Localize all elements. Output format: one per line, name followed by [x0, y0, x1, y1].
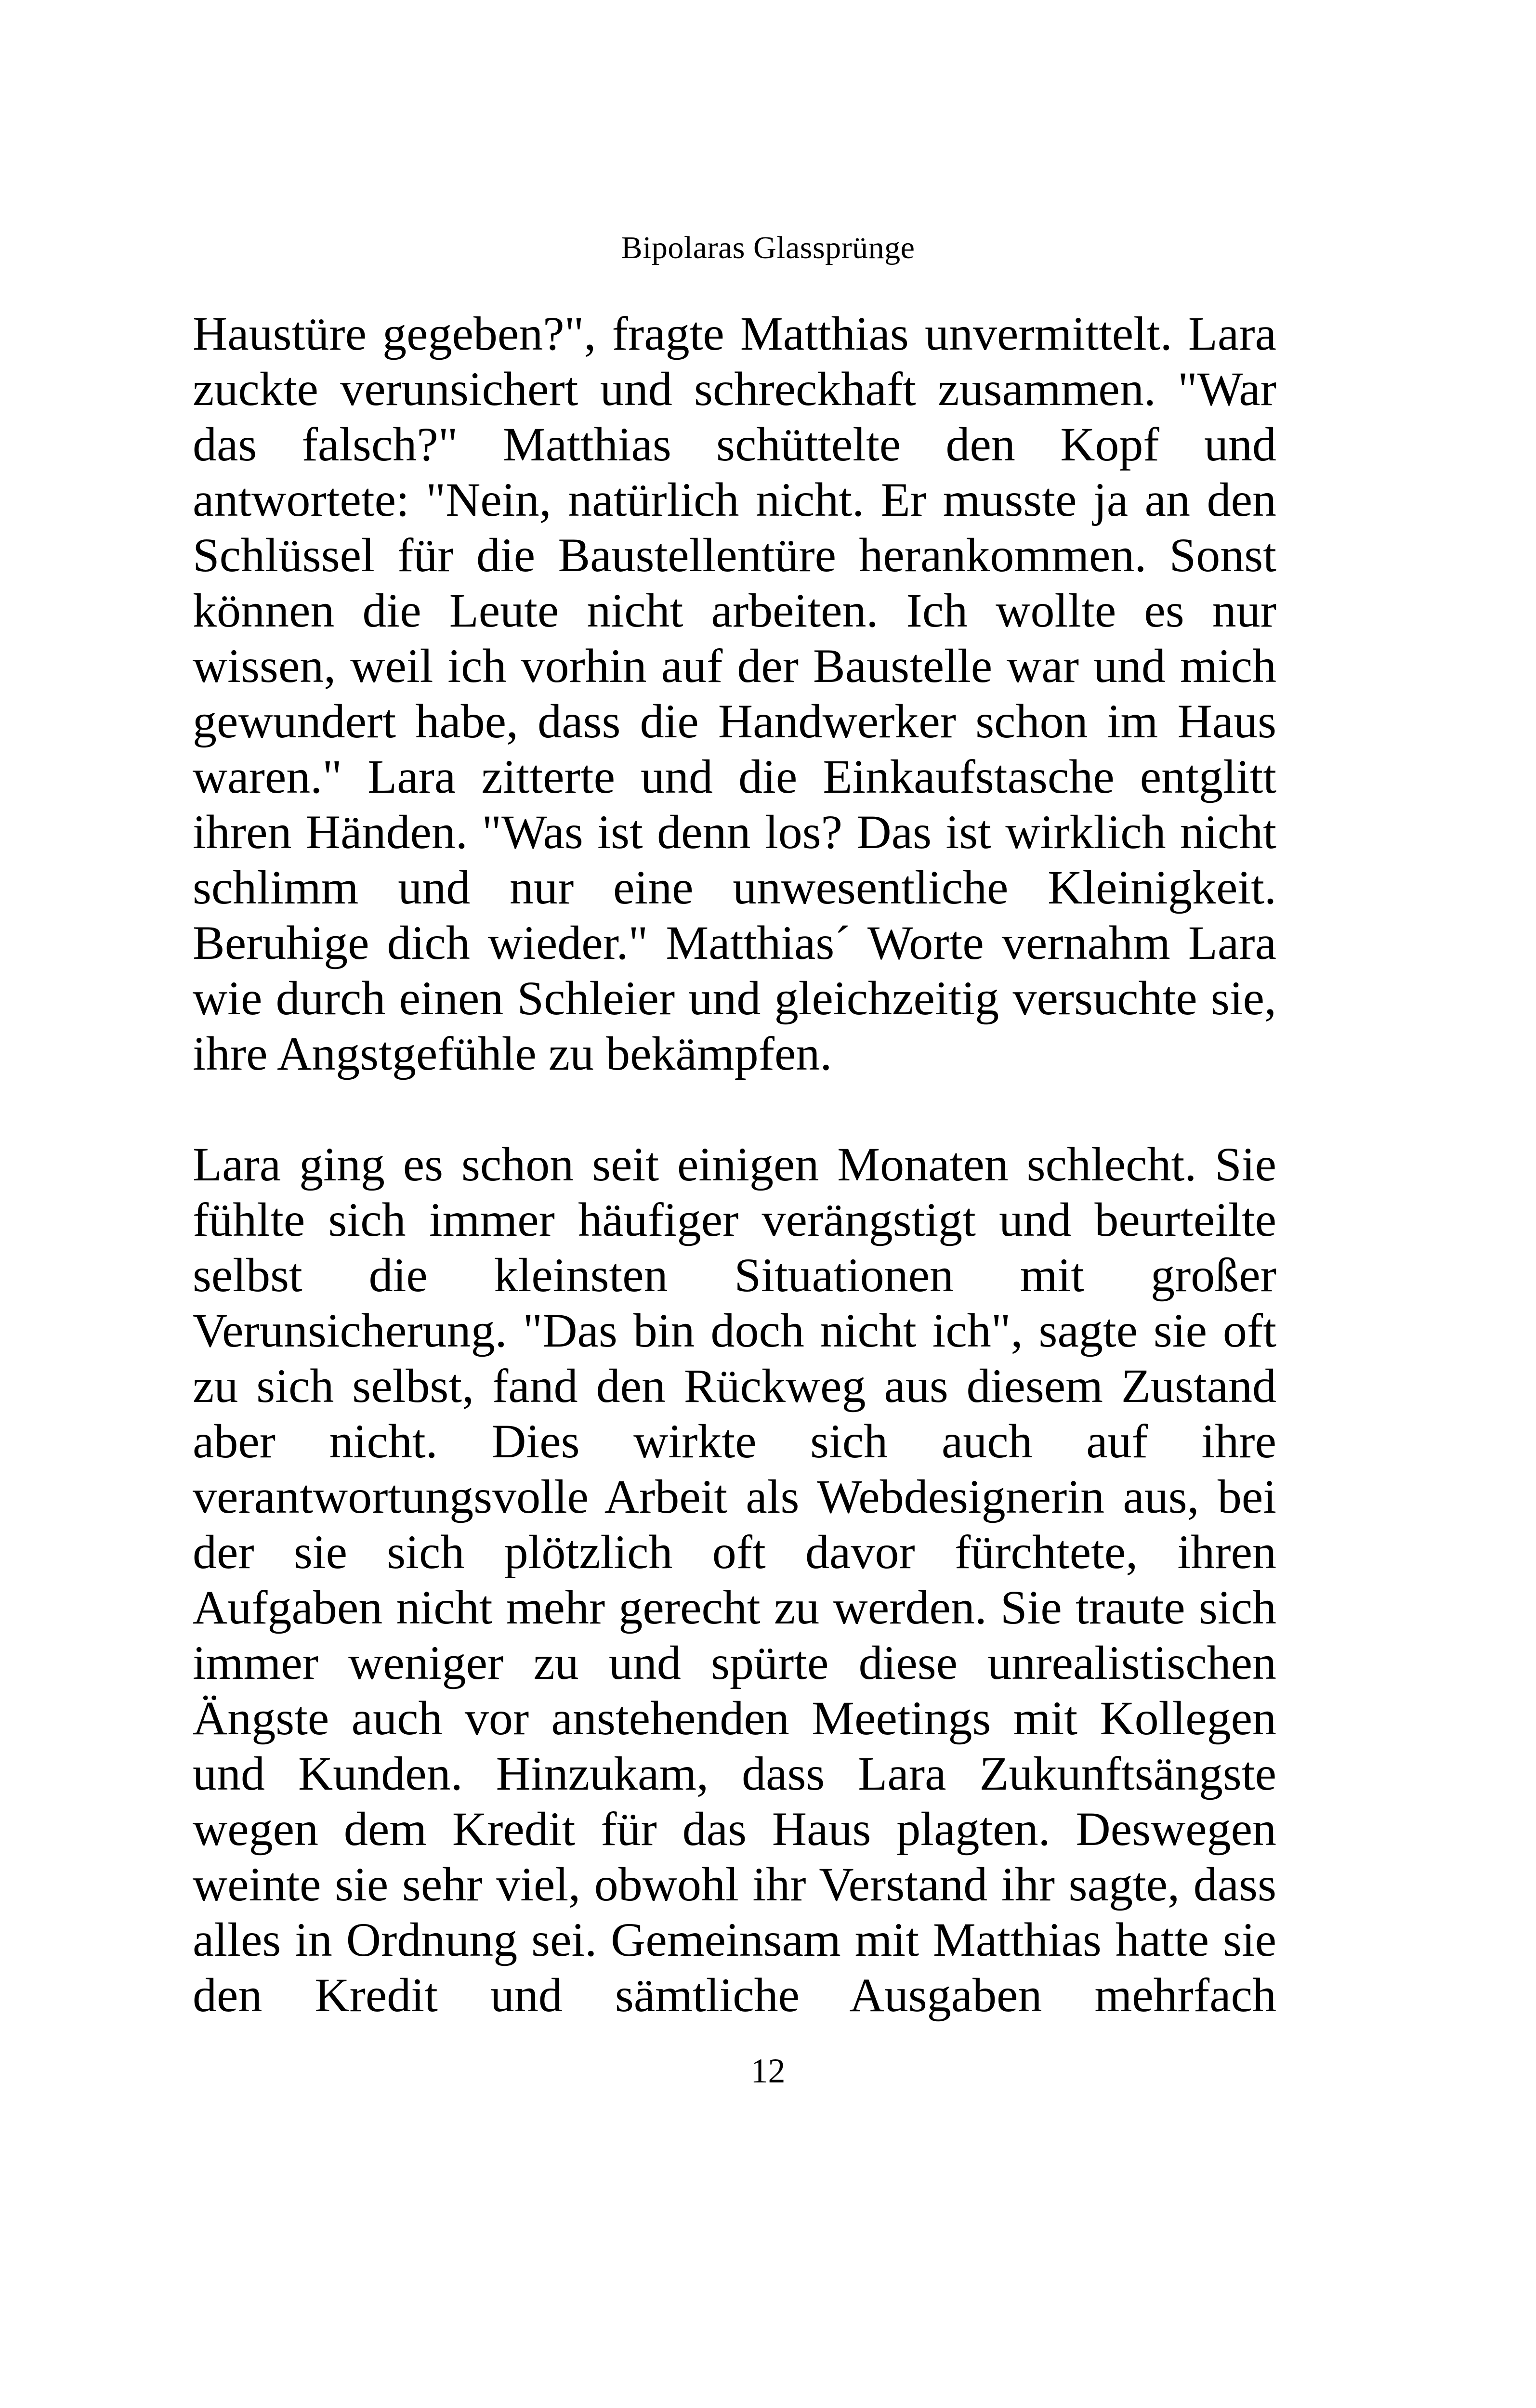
text-line: Aufgaben nicht mehr gerecht zu werden. Sie traute sich: [193, 1581, 1276, 1634]
text-line: schlimm und nur eine unwesentliche Kleinigkeit.: [193, 861, 1276, 914]
text-line: den Kredit und sämtliche Ausgaben mehrfach: [193, 1968, 1276, 2022]
text-line: antwortete: "Nein, natürlich nicht. Er musste ja an den: [193, 473, 1276, 526]
text-line: waren." Lara zitterte und die Einkaufstasche entglitt: [193, 750, 1276, 803]
text-line: das falsch?" Matthias schüttelte den Kopf und: [193, 418, 1276, 471]
text-line: selbst die kleinsten Situationen mit großer: [193, 1248, 1276, 1302]
paragraph: [193, 306, 1276, 1081]
text-line: zuckte verunsichert und schreckhaft zusammen. "War: [193, 362, 1276, 416]
text-line: gewundert habe, dass die Handwerker schon im Haus: [193, 694, 1276, 748]
text-line: Schlüssel für die Baustellentüre herankommen. Sonst: [193, 528, 1276, 582]
text-line: zu sich selbst, fand den Rückweg aus diesem Zustand: [193, 1359, 1276, 1413]
text-line: fühlte sich immer häufiger verängstigt und beurteilte: [193, 1193, 1276, 1246]
text-line: Lara ging es schon seit einigen Monaten schlecht. Sie: [193, 1138, 1276, 1191]
page-number: 12: [750, 2052, 786, 2090]
text-line: Beruhige dich wieder." Matthias´ Worte vernahm Lara: [193, 916, 1276, 969]
text-line: der sie sich plötzlich oft davor fürchtete, ihren: [193, 1525, 1276, 1579]
running-header-title: Bipolaras Glassprünge: [621, 230, 915, 265]
text-line: verantwortungsvolle Arbeit als Webdesignerin aus, bei: [193, 1470, 1276, 1523]
paragraph: [193, 1137, 1276, 2023]
text-line: wie durch einen Schleier und gleichzeitig versuchte sie,: [193, 971, 1276, 1025]
paragraph-gap: [193, 1081, 1276, 1137]
text-line: wissen, weil ich vorhin auf der Baustelle war und mich: [193, 639, 1276, 693]
text-line: können die Leute nicht arbeiten. Ich wollte es nur: [193, 584, 1276, 637]
text-line: ihren Händen. "Was ist denn los? Das ist wirklich nicht: [193, 805, 1276, 859]
text-line: weinte sie sehr viel, obwohl ihr Verstand ihr sagte, dass: [193, 1858, 1276, 1911]
text-line: Ängste auch vor anstehenden Meetings mit Kollegen: [193, 1691, 1276, 1745]
text-line: aber nicht. Dies wirkte sich auch auf ihre: [193, 1414, 1276, 1468]
text-line: immer weniger zu und spürte diese unrealistischen: [193, 1636, 1276, 1689]
text-line: Verunsicherung. "Das bin doch nicht ich", sagte sie oft: [193, 1304, 1276, 1357]
text-line: wegen dem Kredit für das Haus plagten. Deswegen: [193, 1802, 1276, 1856]
text-line: Haustüre gegeben?", fragte Matthias unvermittelt. Lara: [193, 307, 1276, 360]
text-line: und Kunden. Hinzukam, dass Lara Zukunftsängste: [193, 1747, 1276, 1800]
body-text: [193, 306, 1276, 2023]
text-line: alles in Ordnung sei. Gemeinsam mit Matthias hatte sie: [193, 1913, 1276, 1966]
text-line: ihre Angstgefühle zu bekämpfen.: [193, 1027, 832, 1080]
